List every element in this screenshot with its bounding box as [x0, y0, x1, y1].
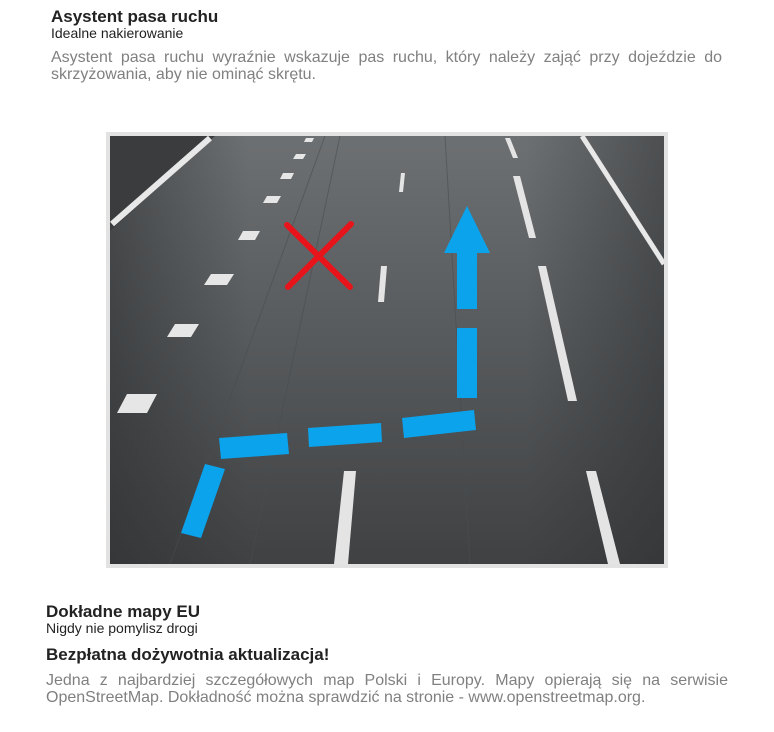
- lane-assistant-subtitle: Idealne nakierowanie: [51, 25, 184, 41]
- lane-assistant-title: Asystent pasa ruchu: [51, 7, 219, 26]
- lane-assistant-section: [51, 8, 722, 83]
- lane-assistant-illustration: [106, 132, 668, 568]
- eu-maps-title: Dokładne mapy EU: [46, 602, 200, 621]
- eu-maps-section: [46, 603, 728, 706]
- eu-maps-subtitle: Nigdy nie pomylisz drogi: [46, 620, 198, 636]
- free-update-heading: Bezpłatna dożywotnia aktualizacja!: [46, 645, 330, 664]
- road-photo: [110, 136, 664, 564]
- eu-maps-description: Jedna z najbardziej szczegółowych map Polski i Europy. Mapy opierają się na serwisie OpenStreetMap. Dokładność można sprawdzić na stronie - www.openstreetmap.org.: [46, 672, 728, 706]
- lane-assistant-description: Asystent pasa ruchu wyraźnie wskazuje pas ruchu, który należy zająć przy dojeździe do skrzyżowania, aby nie ominąć skrętu.: [51, 49, 722, 83]
